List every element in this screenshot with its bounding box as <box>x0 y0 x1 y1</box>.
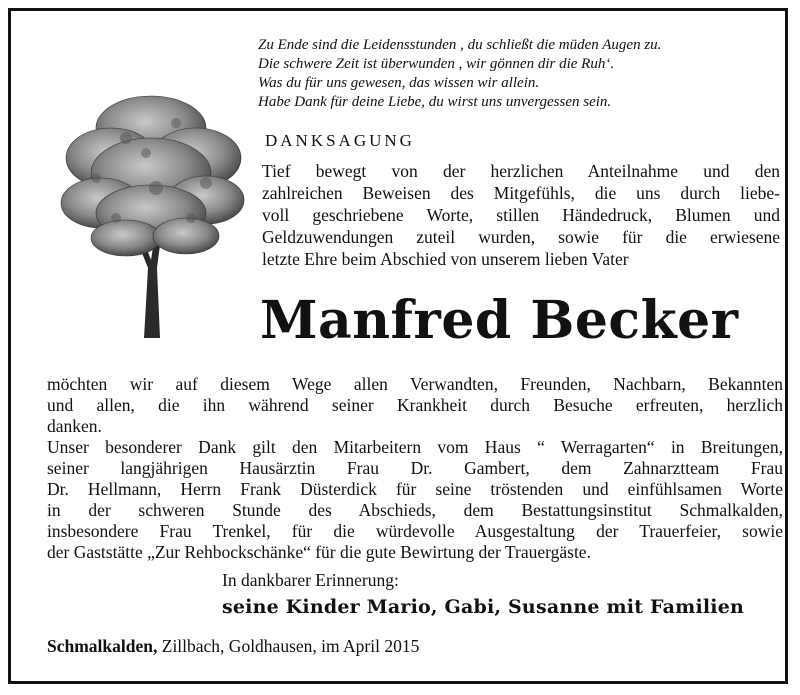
poem-line: Die schwere Zeit ist überwunden , wir gönnen dir die Ruh‘. <box>258 56 615 72</box>
tree-illustration <box>56 88 246 338</box>
body-text <box>47 374 783 563</box>
intro-line: Tief bewegt von der herzlichen Anteilnahme und den <box>262 161 780 181</box>
poem-line: Was du für uns gewesen, das wissen wir allein. <box>258 75 540 91</box>
body-line: danken. <box>47 416 102 436</box>
poem-line: Zu Ende sind die Leidensstunden , du schließt die müden Augen zu. <box>258 37 662 53</box>
place-town: Schmalkalden, <box>47 636 158 656</box>
body-line: Unser besonderer Dank gilt den Mitarbeitern vom Haus “ Werragarten“ in Breitungen, <box>47 437 783 457</box>
place-rest: Zillbach, Goldhausen, im April 2015 <box>157 636 420 656</box>
body-line: der Gaststätte „Zur Rehbockschänke“ für die gute Bewirtung der Trauergäste. <box>47 542 591 562</box>
body-line: in der schweren Stunde des Abschieds, dem Bestattungsinstitut Schmalkalden, <box>47 500 783 520</box>
body-line: Dr. Hellmann, Herrn Frank Düsterdick für seine tröstenden und einfühlsamen Worte <box>47 479 783 499</box>
body-line: und allen, die ihn während seiner Krankheit durch Besuche erfreuten, herzlich <box>47 395 783 415</box>
body-line: seiner langjährigen Hausärztin Frau Dr. Gambert, dem Zahnarztteam Frau <box>47 458 783 478</box>
family-signature: seine Kinder Mario, Gabi, Susanne mit Familien <box>222 596 745 618</box>
intro-line: zahlreichen Beweisen des Mitgefühls, die uns durch liebe- <box>262 183 780 203</box>
intro-line: voll geschriebene Worte, stillen Händedruck, Blumen und <box>262 205 780 225</box>
poem <box>258 36 778 112</box>
body-line: insbesondere Frau Trenkel, für die würdevolle Ausgestaltung der Trauerfeier, sowie <box>47 521 783 541</box>
closing-phrase: In dankbarer Erinnerung: <box>222 570 399 590</box>
place-date <box>47 636 419 657</box>
intro-text <box>262 160 780 270</box>
intro-line: Geldzuwendungen zuteil wurden, sowie für die erwiesene <box>262 227 780 247</box>
intro-line: letzte Ehre beim Abschied von unserem lieben Vater <box>262 249 629 269</box>
body-line: möchten wir auf diesem Wege allen Verwandten, Freunden, Nachbarn, Bekannten <box>47 374 783 394</box>
deceased-name: Manfred Becker <box>260 290 739 351</box>
heading-danksagung: DANKSAGUNG <box>265 131 415 150</box>
poem-line: Habe Dank für deine Liebe, du wirst uns unvergessen sein. <box>258 94 612 110</box>
